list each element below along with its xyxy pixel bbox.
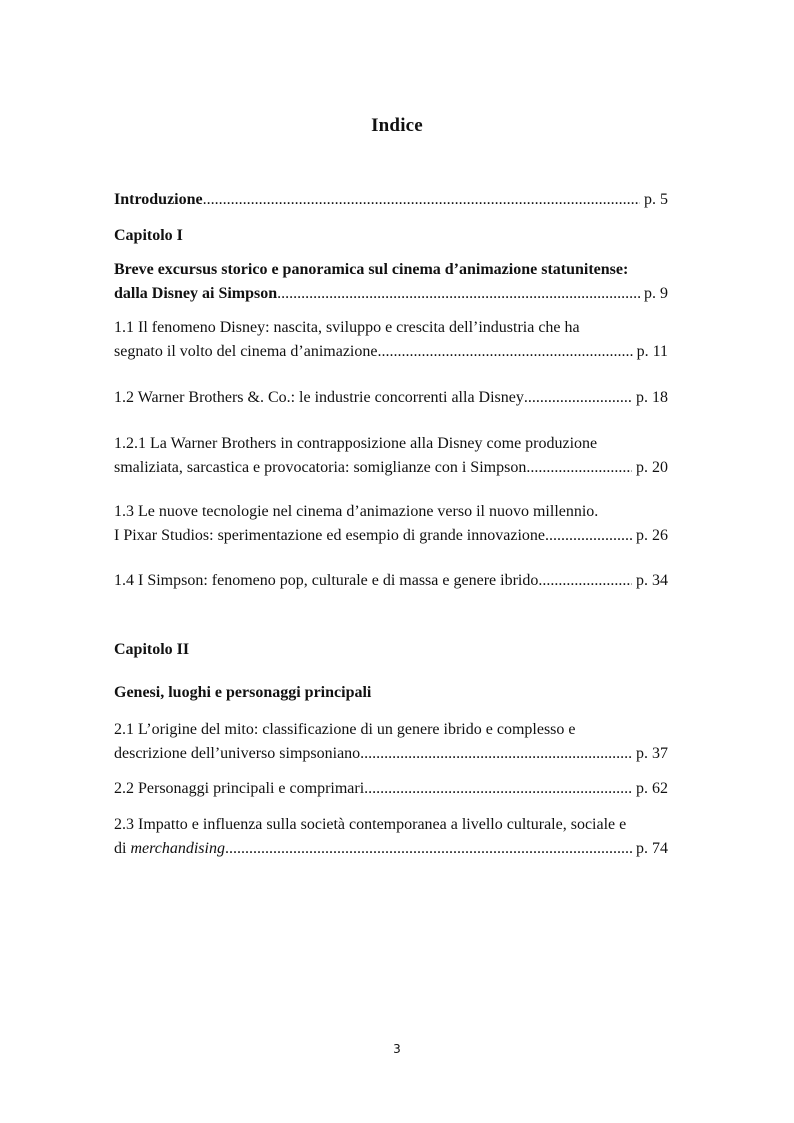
toc-entry-text: segnato il volto del cinema d’animazione — [114, 343, 378, 360]
toc-entry-text: Breve excursus storico e panoramica sul cinema d’animazione statunitense: — [114, 261, 629, 278]
dot-leader — [524, 386, 632, 410]
toc-entry-text: descrizione dell’universo simpsoniano — [114, 745, 361, 762]
dot-leader — [203, 188, 640, 212]
toc-entry-text: dalla Disney ai Simpson — [114, 285, 278, 302]
toc-entry-text: smaliziata, sarcastica e provocatoria: somiglianze con i Simpson — [114, 459, 527, 476]
toc-entry-italic-term: merchandising — [130, 840, 225, 857]
chapter-2-label: Capitolo II — [114, 641, 190, 658]
dot-leader — [225, 837, 632, 861]
toc-page-ref: p. 34 — [636, 572, 668, 589]
chapter-2-heading[interactable]: Genesi, luoghi e personaggi principali — [114, 684, 372, 701]
toc-entry-1-2-1[interactable] — [114, 432, 668, 480]
toc-entry-1-2[interactable] — [114, 386, 668, 410]
toc-page-ref: p. 74 — [636, 840, 668, 857]
toc-entry-text — [114, 837, 225, 861]
toc-entry-text: 1.4 I Simpson: fenomeno pop, culturale e di massa e genere ibrido — [114, 572, 539, 589]
toc-page-ref: p. 62 — [636, 780, 668, 797]
toc-entry-1-4[interactable] — [114, 569, 668, 593]
toc-entry-text: 1.2 Warner Brothers &. Co.: le industrie concorrenti alla Disney — [114, 389, 524, 406]
toc-entry-text: 1.2.1 La Warner Brothers in contrapposizione alla Disney come produzione — [114, 435, 598, 452]
page-title: Indice — [371, 115, 423, 136]
toc-page-ref: p. 9 — [644, 285, 668, 302]
toc-entry-chapter-1-heading[interactable] — [114, 258, 668, 306]
toc-entry-introduzione[interactable] — [114, 188, 668, 212]
chapter-1-label: Capitolo I — [114, 227, 183, 244]
dot-leader — [277, 282, 640, 306]
toc-entry-text: 2.3 Impatto e influenza sulla società contemporanea a livello culturale, sociale e — [114, 816, 627, 833]
dot-leader — [538, 569, 632, 593]
dot-leader — [364, 777, 632, 801]
toc-page-ref: p. 37 — [636, 745, 668, 762]
toc-page-ref: p. 18 — [636, 389, 668, 406]
toc-page-ref: p. 11 — [636, 343, 668, 360]
toc-entry-text: 2.1 L’origine del mito: classificazione di un genere ibrido e complesso e — [114, 721, 576, 738]
toc-entry-2-3[interactable] — [114, 813, 668, 861]
page-number: 3 — [393, 1042, 401, 1056]
toc-entry-text: 1.3 Le nuove tecnologie nel cinema d’animazione verso il nuovo millennio. — [114, 503, 599, 520]
toc-entry-2-2[interactable] — [114, 777, 668, 801]
toc-page-ref: p. 5 — [644, 191, 668, 208]
toc-entry-prefix: di — [114, 840, 131, 857]
toc-entry-text: Introduzione — [114, 191, 203, 208]
toc-entry-text: I Pixar Studios: sperimentazione ed esempio di grande innovazione — [114, 527, 545, 544]
toc-entry-text: 2.2 Personaggi principali e comprimari — [114, 780, 365, 797]
toc-page-ref: p. 20 — [636, 459, 668, 476]
dot-leader — [526, 456, 632, 480]
toc-entry-1-3[interactable] — [114, 500, 668, 548]
toc-entry-text: 1.1 Il fenomeno Disney: nascita, sviluppo e crescita dell’industria che ha — [114, 319, 580, 336]
dot-leader — [377, 340, 632, 364]
dot-leader — [545, 524, 632, 548]
toc-entry-2-1[interactable] — [114, 718, 668, 766]
toc-entry-1-1[interactable] — [114, 316, 668, 364]
dot-leader — [360, 742, 632, 766]
toc-page-ref: p. 26 — [636, 527, 668, 544]
